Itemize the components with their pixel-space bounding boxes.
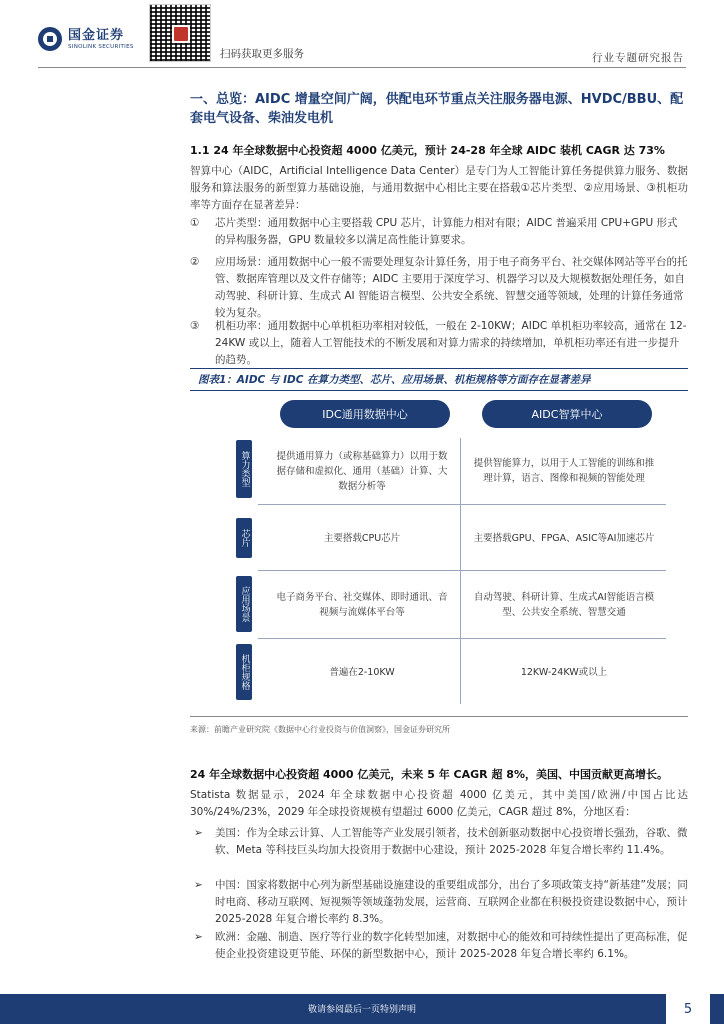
item-text: 芯片类型：通用数据中心主要搭载 CPU 芯片，计算能力相对有限；AIDC 普遍采用 CPU+GPU 形式的异构服务器，GPU 数量较多以满足高性能计算要求。 <box>215 217 678 246</box>
column-divider <box>460 438 461 704</box>
figure-title-rule <box>190 390 688 391</box>
numbered-item-chip <box>190 215 688 249</box>
item-number: ① <box>190 217 200 229</box>
subsection-title: 1.1 24 年全球数据中心投资超 4000 亿美元，预计 24-28 年全球 AIDC 装机 CAGR 达 73% <box>190 144 665 157</box>
logo-en-text: SINOLINK SECURITIES <box>68 43 134 50</box>
bullet-arrow-icon: ➢ <box>194 827 203 839</box>
row-divider <box>258 570 666 571</box>
cell-aidc-rack: 12KW-24KW或以上 <box>520 666 608 678</box>
bullet-europe <box>190 929 688 963</box>
row-label-chip: 芯片 <box>236 518 252 558</box>
item-number: ③ <box>190 320 200 332</box>
intro-paragraph: 智算中心（AIDC，Artificial Intelligence Data Center）是专门为人工智能计算任务提供算力服务、数据服务和算法服务的新型算力基础设施，与通用数据中心相比主要在搭载①芯片类型、②应用场景、③机柜功率等方面存在显著差异： <box>190 165 688 211</box>
section-title: 一、总览：AIDC 增量空间广阔，供配电环节重点关注服务器电源、HVDC/BBU、配套电气设备、柴油发电机 <box>190 92 684 126</box>
page-number: 5 <box>666 994 710 1024</box>
row-label-scene: 应用场景 <box>236 576 252 632</box>
figure-title: 图表1：AIDC 与 IDC 在算力类型、芯片、应用场景、机柜规格等方面存在显著差异 <box>198 374 591 386</box>
col-header-idc: IDC通用数据中心 <box>280 400 450 428</box>
cell-idc-compute: 提供通用算力（或称基础算力）以用于数据存储和虚拟化、通用（基础）计算、大数据分析等 <box>276 450 448 492</box>
header-divider <box>38 67 686 68</box>
cell-aidc-chip: 主要搭载GPU、FPGA、ASIC等AI加速芯片 <box>473 532 655 544</box>
investment-title: 24 年全球数据中心投资超 4000 亿美元，未来 5 年 CAGR 超 8%，美国、中国贡献更高增长。 <box>190 768 668 781</box>
qr-caption: 扫码获取更多服务 <box>220 48 304 60</box>
cell-aidc-scene: 自动驾驶、科研计算、生成式AI智能语言模型、公共安全系统、智慧交通 <box>473 592 655 618</box>
numbered-item-power <box>190 318 688 369</box>
row-label-compute: 算力类型 <box>236 440 252 498</box>
bullet-arrow-icon: ➢ <box>194 931 203 943</box>
cell-idc-rack: 普遍在2-10KW <box>329 666 395 678</box>
item-number: ② <box>190 256 200 268</box>
bullet-text: 美国：作为全球云计算、人工智能等产业发展引领者，技术创新驱动数据中心投资增长强劲，谷歌、微软、Meta 等科技巨头均加大投资用于数据中心建设，预计 2025-2028 年复合增长率约 11.4%。 <box>215 827 688 856</box>
bullet-text: 中国：国家将数据中心列为新型基础设施建设的重要组成部分，出台了多项政策支持“新基建”发展；同时电商、移动互联网、短视频等领域蓬勃发展，运营商、互联网企业都在积极投资建设数据中心，预计 2025-2028 年复合增长率约 8.3%。 <box>215 879 688 925</box>
row-divider <box>258 504 666 505</box>
qr-code-icon[interactable] <box>149 4 211 62</box>
report-type-label: 行业专题研究报告 <box>592 52 684 64</box>
cell-idc-scene: 电子商务平台、社交媒体、即时通讯、音视频与流媒体平台等 <box>276 592 448 618</box>
row-divider <box>258 638 666 639</box>
logo-cn-text: 国金证券 <box>68 27 125 43</box>
figure-top-rule <box>190 368 688 369</box>
figure-bottom-rule <box>190 716 688 717</box>
bullet-arrow-icon: ➢ <box>194 879 203 891</box>
numbered-item-scene <box>190 254 688 322</box>
item-text: 应用场景：通用数据中心一般不需要处理复杂计算任务，用于电子商务平台、社交媒体网站等平台的托管、数据库管理以及文件存储等；AIDC 主要用于深度学习、机器学习以及大规模数据处理任务，如自动驾驶、科研计算、生成式 AI 智能语言模型、公共安全系统、智慧交通等领域，处理的计算任务通常较为复杂。 <box>215 256 688 319</box>
page-header <box>0 0 724 66</box>
item-text: 机柜功率：通用数据中心单机柜功率相对较低，一般在 2-10KW；AIDC 单机柜功率较高，通常在 12-24KW 或以上，随着人工智能技术的不断发展和对算力需求的持续增加，单机柜功率还有进一步提升的趋势。 <box>215 320 687 366</box>
figure-source: 来源：前瞻产业研究院《数据中心行业投资与价值洞察》，国金证券研究所 <box>190 725 450 734</box>
company-logo <box>38 27 134 51</box>
bullet-usa <box>190 825 688 859</box>
page-footer <box>0 994 724 1024</box>
row-label-rack: 机柜规格 <box>236 644 252 700</box>
col-header-aidc: AIDC智算中心 <box>482 400 652 428</box>
cell-idc-chip: 主要搭载CPU芯片 <box>323 532 401 544</box>
bullet-text: 欧洲：金融、制造、医疗等行业的数字化转型加速，对数据中心的能效和可持续性提出了更高标准，促使企业投资建设更节能、环保的新型数据中心，预计 2025-2028 年复合增长率约 6.1%。 <box>215 931 688 960</box>
investment-paragraph: Statista 数据显示，2024 年全球数据中心投资超 4000 亿美元，其中美国/欧洲/中国占比达 30%/24%/23%，2029 年全球投资规模有望超过 6000 亿美元，CAGR 超过 8%，分地区看： <box>190 789 688 818</box>
comparison-figure <box>236 400 666 706</box>
footer-disclaimer-link[interactable]: 敬请参阅最后一页特别声明 <box>307 1005 416 1015</box>
logo-mark-icon <box>38 27 62 51</box>
bullet-china <box>190 877 688 928</box>
cell-aidc-compute: 提供智能算力，以用于人工智能的训练和推理计算，语言、图像和视频的智能处理 <box>473 458 655 484</box>
